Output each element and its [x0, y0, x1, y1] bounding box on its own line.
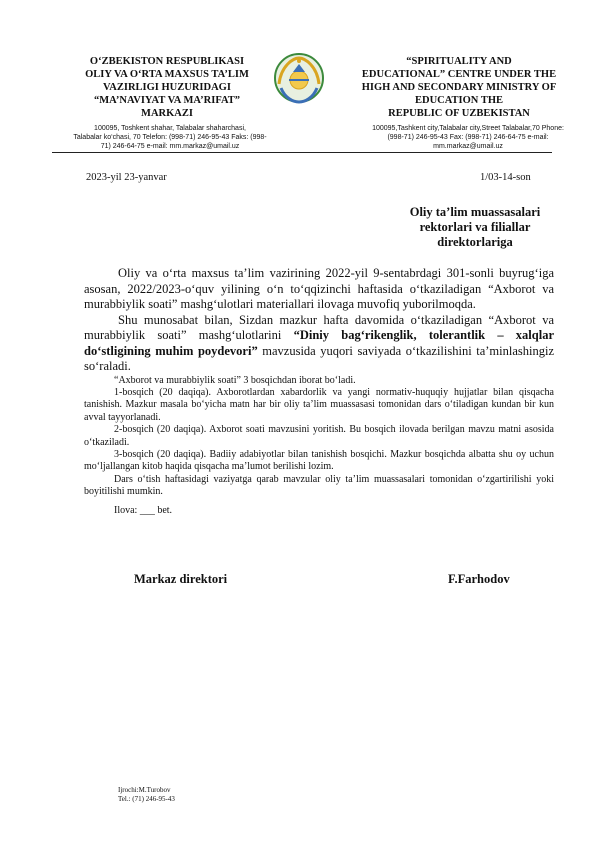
- header-left-address-line: 71) 246-64-75 e-mail: mm.markaz@umail.uz: [100, 143, 240, 150]
- header-left-address-line: Talabalar ko‘chasi, 70 Telefon: (998-71) 246-95-43 Faks: (998-: [73, 134, 267, 141]
- executor-phone: Tel.: (71) 246-95-43: [118, 795, 175, 803]
- addressee-line: rektorlari va filiallar: [419, 220, 531, 234]
- addressee: [380, 205, 570, 250]
- header-left-address-line: 100095, Toshkent shahar, Talabalar shaharchasi,: [94, 125, 246, 132]
- attachment-note: Ilova: ___ bet.: [114, 504, 173, 516]
- paragraph: 1-bosqich (20 daqiqa). Axborotlardan xabardorlik va yangi normativ-huquqiy hujjatlar bilan qisqacha tanishish. Mazkur masala bo‘yicha matn har bir oliy ta’lim muassasasi tomonidan dars o‘tiladigan kundan bir kun avval tayyorlanadi.: [84, 386, 554, 423]
- header-right-address-line: (998-71) 246-95-43 Fax: (998-71) 246-64-75 e-mail:: [387, 134, 549, 141]
- header-left-line: OLIY VA O‘RTA MAXSUS TA’LIM: [85, 69, 249, 80]
- header-right-title: [340, 55, 578, 120]
- header-divider: [52, 152, 552, 153]
- header-right-address-line: 100095,Tashkent city,Talabalar city,Street Talabalar,70 Phone:: [372, 125, 564, 132]
- header-left-address: [56, 124, 284, 151]
- header-right-line: EDUCATIONAL” CENTRE UNDER THE: [361, 69, 557, 80]
- signature-name: F.Farhodov: [448, 572, 510, 586]
- header-left-line: “MA’NAVIYAT VA MA’RIFAT”: [93, 95, 241, 106]
- header-right-line: HIGH AND SECONDARY MINISTRY OF: [361, 82, 557, 93]
- document-number: 1/03-14-son: [480, 172, 531, 183]
- addressee-line: Oliy ta’lim muassasalari: [409, 205, 541, 219]
- header-right-line: REPUBLIC OF UZBEKISTAN: [388, 108, 530, 119]
- state-emblem-icon: [271, 50, 327, 106]
- header-left-line: O‘ZBEKISTON RESPUBLIKASI: [89, 56, 245, 67]
- addressee-line: direktorlariga: [437, 235, 513, 249]
- paragraph: 2-bosqich (20 daqiqa). Axborot soati mavzusini yoritish. Bu bosqich ilovada berilgan mavzu matni asosida o‘tkaziladi.: [84, 424, 554, 448]
- paragraph-text: mavzusida yuqori saviyada o‘tkazilishini ta’minlashingiz so‘raladi.: [84, 343, 554, 373]
- document-date: 2023-yil 23-yanvar: [86, 172, 167, 183]
- paragraph: 3-bosqich (20 daqiqa). Badiiy adabiyotlar bilan tanishish bosqichi. Mazkur bosqichda albatta shu oy uchun mo‘ljallangan kitob haqida qisqacha ma’lumot berilishi lozim.: [84, 448, 554, 473]
- header-right-line: “SPIRITUALITY AND: [406, 56, 512, 67]
- topic-title: “Diniy bag‘rikenglik, tolerantlik – xalqlar do‘stligining muhim poydevori”: [84, 328, 554, 358]
- header-left-line: VAZIRLIGI HUZURIDAGI: [103, 82, 231, 93]
- executor-name: Ijrochi:M.Turobov: [118, 786, 171, 794]
- header-left-line: MARKAZI: [141, 108, 193, 119]
- header-right-address-line: mm.markaz@umail.uz: [433, 143, 503, 150]
- paragraph: “Axborot va murabbiylik soati” 3 bosqichdan iborat bo‘ladi.: [114, 374, 356, 386]
- header-right-line: EDUCATION THE: [414, 95, 503, 106]
- paragraph: Oliy va o‘rta maxsus ta’lim vazirining 2022-yil 9-sentabrdagi 301-sonli buyrug‘iga asosan, 2022/2023-o‘quv yilining o‘n to‘qqizinchi haftasida o‘tkaziladigan “Axborot va murabbiylik soati” mashg‘ulotlari materiallari ilovaga muvofiq yuborilmoqda.: [84, 266, 554, 311]
- signature-position: Markaz direktori: [134, 572, 228, 586]
- executor-info: [118, 786, 175, 804]
- header-left-title: [62, 55, 272, 120]
- paragraph: Dars o‘tish haftasidagi vaziyatga qarab mavzular oliy ta’lim muassasalari tomonidan o‘zgartirilishi yoki boyitilishi mumkin.: [84, 473, 554, 498]
- letter-body: [84, 266, 554, 517]
- header-right-address: [352, 124, 584, 151]
- paragraph: [84, 313, 554, 375]
- paragraph-text: Shu munosabat bilan, Sizdan mazkur hafta davomida o‘tkaziladigan “Axborot va murabbiylik soati” mashg‘ulotlarini: [84, 312, 554, 342]
